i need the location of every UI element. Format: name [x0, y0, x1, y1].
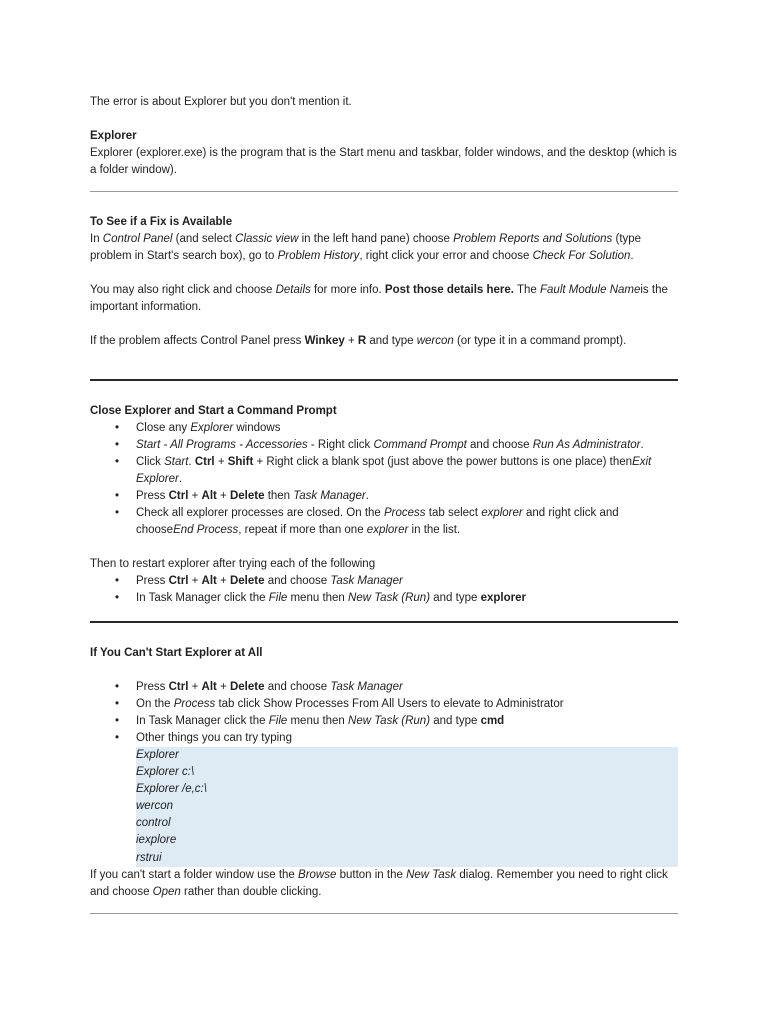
divider [90, 379, 678, 381]
fix-paragraph-2: You may also right click and choose Details for more info. Post those details here. The Fault Module Nameis the important information. [90, 284, 668, 313]
list-item: • Other things you can try typing [115, 732, 292, 744]
command-example: wercon [136, 800, 174, 813]
list-item: • On the Process tab click Show Processes From All Users to elevate to Administrator [115, 698, 564, 710]
restart-intro: Then to restart explorer after trying each of the following [90, 558, 376, 570]
list-item: • Start - All Programs - Accessories - Right click Command Prompt and choose Run As Administrator. [115, 439, 644, 451]
divider [90, 913, 678, 914]
cant-start-section [90, 645, 678, 901]
command-example: control [136, 817, 171, 830]
divider [90, 621, 678, 623]
command-example: Explorer /e,c:\ [136, 783, 207, 796]
fix-paragraph-3: If the problem affects Control Panel press Winkey + R and type wercon (or type it in a command prompt). [90, 335, 627, 347]
list-item: • Click Start. Ctrl + Shift + Right click a blank spot (just above the power buttons is one place) thenExit Explorer. [115, 456, 652, 485]
fix-heading: To See if a Fix is Available [90, 216, 233, 228]
list-item: • In Task Manager click the File menu then New Task (Run) and type cmd [115, 715, 505, 727]
intro-block [90, 94, 678, 111]
explorer-body: Explorer (explorer.exe) is the program that is the Start menu and taskbar, folder windows, and the desktop (which is a folder window). [90, 147, 677, 176]
list-item: • Press Ctrl + Alt + Delete and choose Task Manager [115, 681, 403, 693]
list-item: • In Task Manager click the File menu then New Task (Run) and type explorer [115, 592, 526, 604]
close-explorer-section [90, 403, 678, 607]
close-list [90, 420, 678, 539]
list-item: • Check all explorer processes are closed. On the Process tab select explorer and right click and chooseEnd Process, repeat if more than one explorer in the list. [115, 507, 619, 536]
command-examples-box [136, 747, 678, 867]
restart-list [90, 573, 678, 607]
intro-text: The error is about Explorer but you don't mention it. [90, 96, 352, 108]
list-item: • Press Ctrl + Alt + Delete and choose Task Manager [115, 575, 403, 587]
command-example: rstrui [136, 851, 162, 864]
cant-list [90, 679, 678, 747]
command-example: Explorer [136, 749, 179, 761]
command-example: iexplore [136, 834, 177, 847]
close-heading: Close Explorer and Start a Command Prompt [90, 405, 337, 417]
list-item: • Press Ctrl + Alt + Delete then Task Manager. [115, 490, 369, 502]
list-item: • Close any Explorer windows [115, 422, 281, 434]
explorer-heading: Explorer [90, 130, 137, 142]
command-example: Explorer c:\ [136, 766, 195, 779]
fix-paragraph-1: In Control Panel (and select Classic view in the left hand pane) choose Problem Reports and Solutions (type problem in Start's search box), go to Problem History, right click your error and choose Check For Solution. [90, 233, 642, 262]
cant-outro: If you can't start a folder window use the Browse button in the New Task dialog. Remember you need to right click and choose Open rather than double clicking. [90, 868, 668, 898]
divider [90, 191, 678, 192]
cant-heading: If You Can't Start Explorer at All [90, 647, 263, 659]
explorer-section [90, 128, 678, 179]
fix-section [90, 214, 678, 350]
